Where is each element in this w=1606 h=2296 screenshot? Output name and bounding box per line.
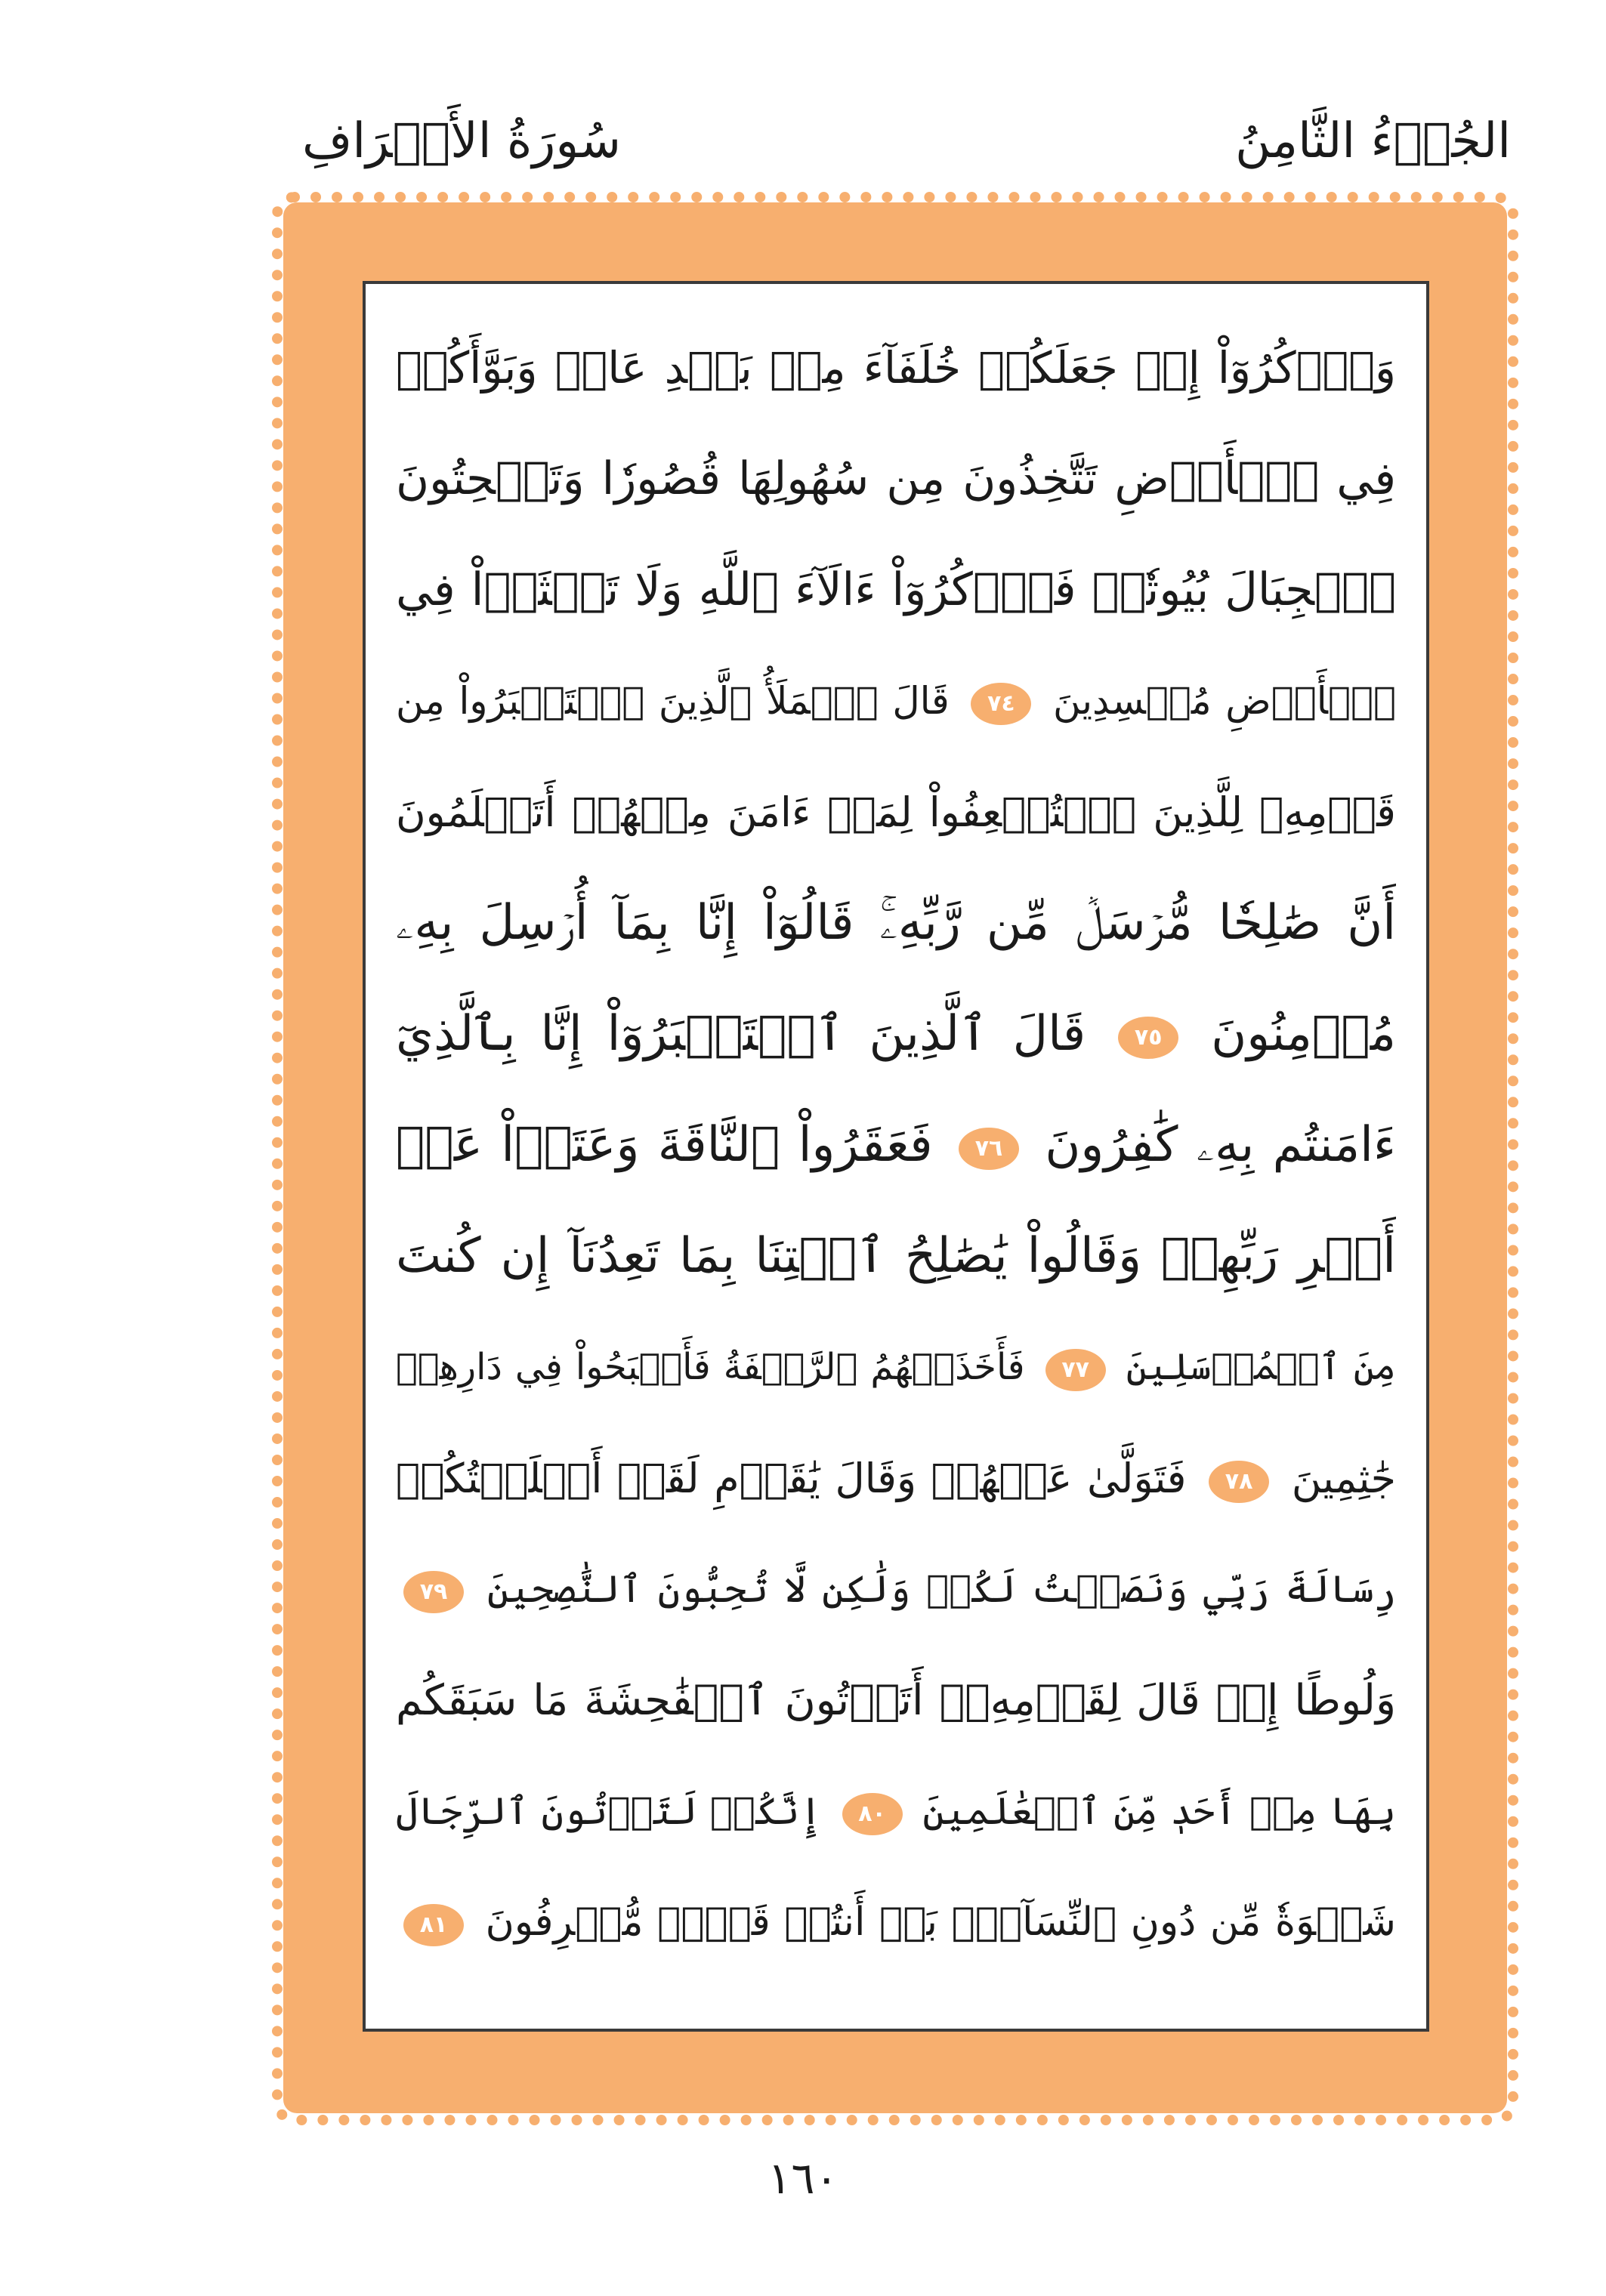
line-text-after: قَالَ ٱلَّذِينَ ٱسۡتَكۡبَرُوٓاْ إِنَّا بِٱلَّذِيٓ: [396, 1006, 1086, 1062]
verse-line-6: [396, 868, 1396, 979]
ayah-number-marker: ٨٠: [842, 1793, 903, 1835]
line-text-after: فَأَخَذَتۡهُمُ ٱلرَّجۡفَةُ فَأَصۡبَحُواْ فِي دَارِهِمۡ: [396, 1346, 1025, 1388]
line-text: جَٰثِمِينَ: [1291, 1455, 1396, 1502]
ayah-number-marker: ٧٨: [1209, 1461, 1269, 1503]
line-text: فِي ٱلۡأَرۡضِ تَتَّخِذُونَ مِن سُهُولِهَا قُصُورٗا وَتَنۡحِتُونَ: [396, 452, 1396, 505]
line-text: مِنَ ٱلۡمُرۡسَلِينَ: [1126, 1346, 1396, 1388]
juz-name: الجُزۡءُ الثَّامِنُ: [1235, 113, 1511, 169]
verse-lines: [396, 313, 1396, 1978]
verse-line-5: [396, 757, 1396, 868]
line-text: أَمۡرِ رَبِّهِمۡ وَقَالُواْ يَٰصَٰلِحُ ٱئۡتِنَا بِمَا تَعِدُنَآ إِن كُنتَ: [396, 1228, 1396, 1284]
ayah-number-marker: ٧٧: [1045, 1349, 1106, 1391]
line-text-after: قَالَ ٱلۡمَلَأُ ٱلَّذِينَ ٱسۡتَكۡبَرُواْ مِن: [396, 679, 950, 723]
ayah-number-marker: ٧٤: [971, 683, 1031, 725]
verse-line-2: [396, 424, 1396, 535]
line-text: رِسَالَةَ رَبِّي وَنَصَحۡتُ لَكُمۡ وَلَٰكِن لَّا تُحِبُّونَ ٱلنَّٰصِحِينَ: [486, 1567, 1396, 1611]
verse-line-1: [396, 313, 1396, 424]
ayah-number-marker: ٧٥: [1118, 1017, 1178, 1059]
verse-line-14: [396, 1756, 1396, 1867]
verse-line-9: [396, 1201, 1396, 1312]
line-text: ٱلۡأَرۡضِ مُفۡسِدِينَ: [1053, 679, 1396, 723]
ayah-number-marker: ٨١: [403, 1904, 464, 1946]
line-text: بِهَا مِنۡ أَحَدٖ مِّنَ ٱلۡعَٰلَمِينَ: [922, 1789, 1396, 1833]
line-text-after: فَتَوَلَّىٰ عَنۡهُمۡ وَقَالَ يَٰقَوۡمِ لَقَدۡ أَبۡلَغۡتُكُمۡ: [396, 1455, 1187, 1502]
ayah-number-marker: ٧٦: [959, 1128, 1019, 1170]
verse-line-3: [396, 535, 1396, 646]
ayah-number-marker: ٧٩: [403, 1571, 464, 1613]
page-number: ١٦٠: [767, 2152, 839, 2204]
line-text: ءَامَنتُم بِهِۦ كَٰفِرُونَ: [1045, 1117, 1396, 1173]
line-text: وَٱذۡكُرُوٓاْ إِذۡ جَعَلَكُمۡ خُلَفَآءَ مِنۢ بَعۡدِ عَادٖ وَبَوَّأَكُمۡ: [396, 342, 1396, 393]
verse-line-4: [396, 646, 1396, 757]
page-header: [302, 113, 1511, 196]
line-text: وَلُوطًا إِذۡ قَالَ لِقَوۡمِهِۦٓ أَتَأۡتُونَ ٱلۡفَٰحِشَةَ مَا سَبَقَكُم: [396, 1676, 1396, 1725]
line-text-after: فَعَقَرُواْ ٱلنَّاقَةَ وَعَتَوۡاْ عَنۡ: [396, 1117, 933, 1173]
line-text: شَهۡوَةٗ مِّن دُونِ ٱلنِّسَآءِۚ بَلۡ أَنتُمۡ قَوۡمٞ مُّسۡرِفُونَ: [485, 1899, 1396, 1945]
verse-line-7: [396, 979, 1396, 1090]
verse-line-12: [396, 1534, 1396, 1645]
verse-line-10: [396, 1312, 1396, 1423]
line-text: ٱلۡجِبَالَ بُيُوتٗاۖ فَٱذۡكُرُوٓاْ ءَالَآءَ ٱللَّهِ وَلَا تَعۡثَوۡاْ فِي: [396, 563, 1396, 616]
text-panel: [363, 281, 1429, 2032]
verse-line-13: [396, 1645, 1396, 1756]
surah-name: سُورَةُ الأَعۡرَافِ: [302, 113, 621, 169]
verse-line-8: [396, 1090, 1396, 1201]
verse-line-15: [396, 1867, 1396, 1978]
line-text: أَنَّ صَٰلِحٗا مُّرۡسَلٞ مِّن رَّبِّهِۦۚ قَالُوٓاْ إِنَّا بِمَآ أُرۡسِلَ بِهِۦ: [396, 895, 1396, 951]
line-text: مُؤۡمِنُونَ: [1211, 1006, 1396, 1062]
line-text-after: إِنَّكُمۡ لَتَأۡتُونَ ٱلرِّجَالَ: [396, 1789, 822, 1833]
verse-line-11: [396, 1423, 1396, 1534]
line-text: قَوۡمِهِۦ لِلَّذِينَ ٱسۡتُضۡعِفُواْ لِمَنۡ ءَامَنَ مِنۡهُمۡ أَتَعۡلَمُونَ: [396, 788, 1396, 836]
